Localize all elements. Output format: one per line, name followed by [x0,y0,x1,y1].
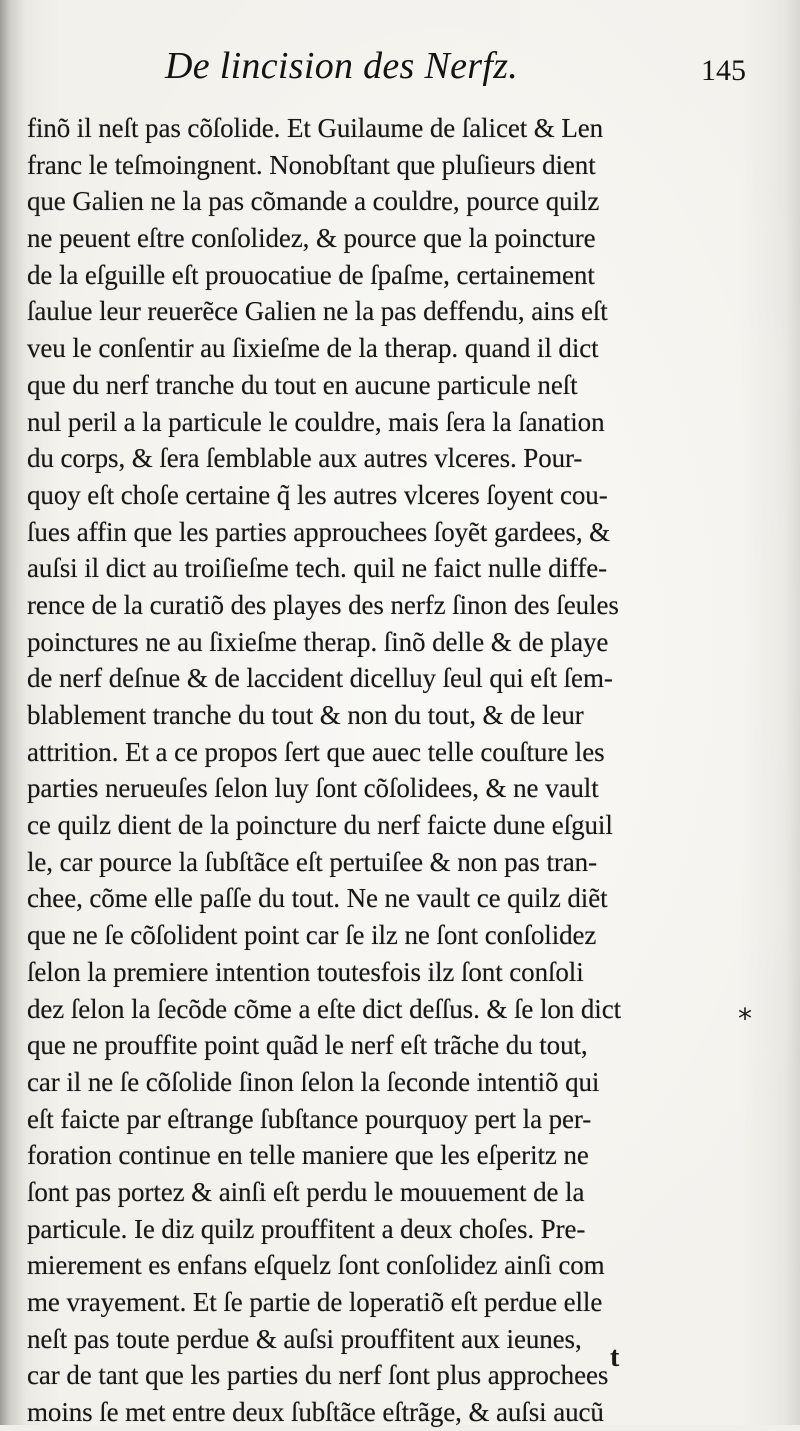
signature-mark: t [610,1342,620,1373]
text-line: ne peuent eſtre conſolidez, & pource que la poincture [27,223,596,254]
text-line: neſt pas toute perdue & auſsi prouffitent aux ieunes, [27,1323,582,1354]
text-line: chee, cõme elle paſſe du tout. Ne ne vault ce quilz diẽt [27,883,608,914]
text-line: rence de la curatiõ des playes des nerfz ſinon des ſeules [27,589,619,620]
text-line: dez ſelon la ſecõde cõme a eſte dict deſſus. & ſe lon dict [27,993,622,1024]
text-line: parties nerueuſes ſelon luy ſont cõſolidees, & ne vault [27,773,599,804]
page-header [165,44,765,94]
text-line: blablement tranche du tout & non du tout, & de leur [27,700,584,730]
text-line: ſont pas portez & ainſi eſt perdu le mouuement de la [27,1176,585,1207]
margin-asterisk: * [738,1002,752,1035]
text-line: eſt faicte par eſtrange ſubſtance pourquoy pert la per- [27,1103,592,1134]
text-line: que Galien ne la pas cõmande a couldre, pource quilz [27,186,600,217]
page-number: 145 [701,54,746,87]
text-line: particule. Ie diz quilz prouffitent a deux choſes. Pre- [27,1213,586,1244]
text-line: ſelon la premiere intention toutesfois ilz ſont conſoli [27,956,584,987]
text-line: nul peril a la particule le couldre, mais ſera la ſanation [27,406,605,437]
body-text [27,110,737,1431]
text-line: mierement es enfans eſquelz ſont conſolidez ainſi com [27,1250,605,1281]
text-line: le, car pource la ſubſtãce eſt pertuiſee & non pas tran- [27,846,597,877]
text-line: de la eſguille eſt prouocatiue de ſpaſme, certainement [27,259,595,290]
text-line: quoy eſt choſe certaine q̃ les autres vlceres ſoyent cou- [27,479,608,510]
text-line: ce quilz dient de la poincture du nerf faicte dune eſguil [27,810,613,841]
text-line: que du nerf tranche du tout en aucune particule neſt [27,369,578,400]
text-line: car il ne ſe cõſolide ſinon ſelon la ſeconde intentiõ qui [27,1066,600,1097]
text-line: que ne prouffite point quãd le nerf eſt trãche du tout, [27,1030,588,1061]
text-line: que ne ſe cõſolident point car ſe ilz ne ſont conſolidez [27,920,597,951]
text-line: finõ il neſt pas cõſolide. Et Guilaume de ſalicet & Len [27,113,604,143]
text-line: moins ſe met entre deux ſubſtãce eſtrãge, & auſsi aucũ [27,1397,604,1428]
text-line: me vrayement. Et ſe partie de loperatiõ eſt perdue elle [27,1287,603,1317]
text-line: auſsi il dict au troiſieſme tech. quil ne faict nulle diffe- [27,553,608,584]
text-line: car de tant que les parties du nerf ſont plus approchees [27,1360,609,1391]
text-line: poinctures ne au ſixieſme therap. ſinõ delle & de playe [27,626,609,657]
text-line: du corps, & ſera ſemblable aux autres vlceres. Pour- [27,443,583,474]
text-line: foration continue en telle maniere que les eſperitz ne [27,1140,589,1171]
text-line: ſaulue leur reuerẽce Galien ne la pas deffendu, ains eſt [27,296,608,327]
text-line: franc le teſmoingnent. Nonobſtant que pluſieurs dient [27,149,596,180]
text-line: de nerf deſnue & de laccident dicelluy ſeul qui eſt ſem- [27,663,613,694]
text-line: ſues affin que les parties approuchees ſoyẽt gardees, & [27,516,611,547]
running-title: De lincision des Nerfz. [165,45,519,87]
text-line: attrition. Et a ce propos ſert que auec telle couſture les [27,736,605,767]
text-line: veu le conſentir au ſixieſme de la therap. quand il dict [27,333,599,364]
